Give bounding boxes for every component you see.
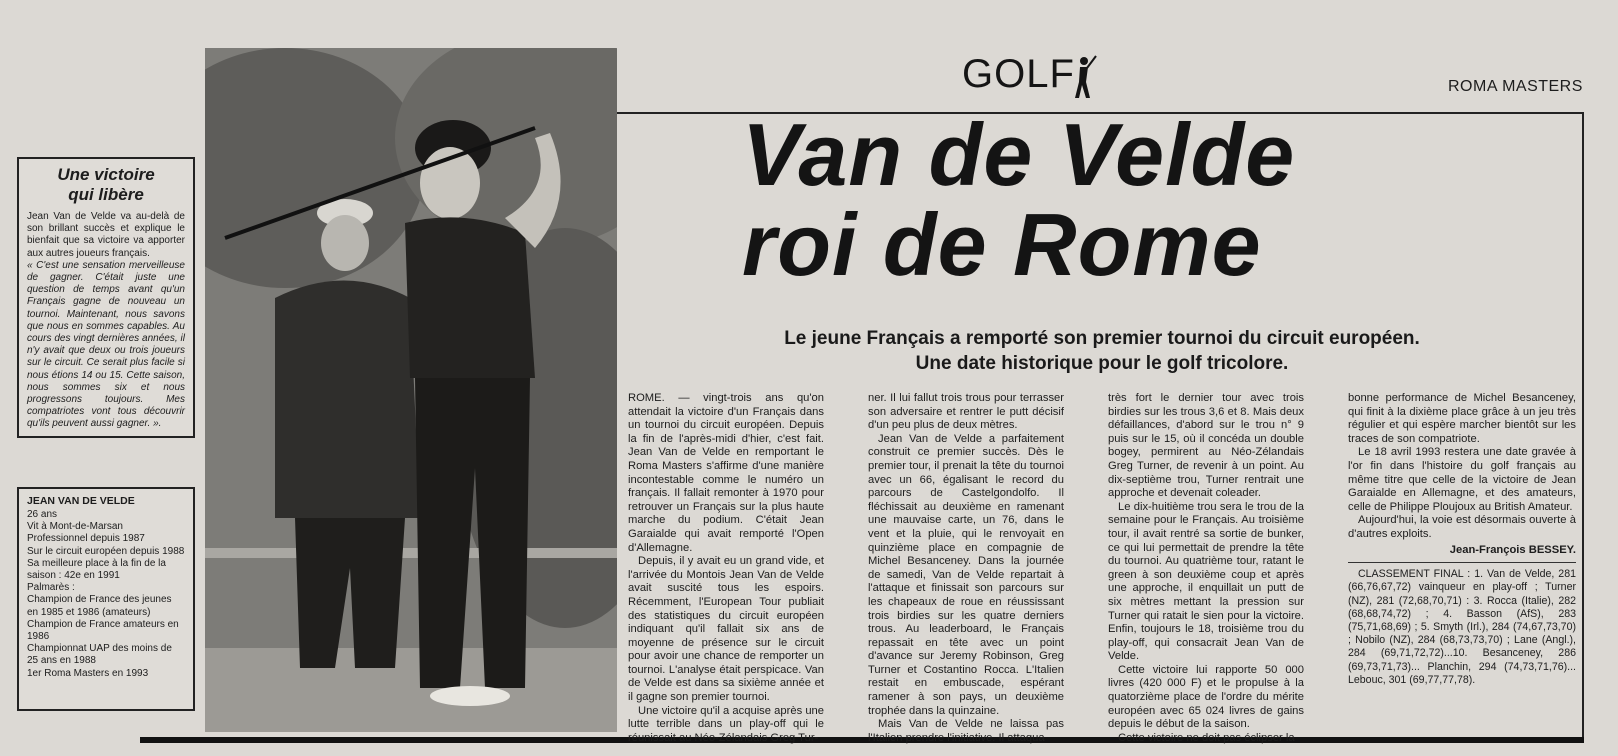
- golfer-photo: [205, 48, 617, 732]
- divider: [1348, 562, 1576, 563]
- article-paragraph: Mais Van de Velde ne laissa pas l'Italien prendre l'initiative. Il attaqua: [868, 718, 1064, 744]
- results-table: CLASSEMENT FINAL : 1. Van de Velde, 281 (66,76,67,72) vainqueur en play-off ; Turner (NZ), 281 (72,68,70,71) : 3. Rocca (Italie), 282 (68,68,74,72) ; 4. Basson (AfS), 283 (75,71,68,69) ; 5. Smyth (Irl.), 284 (74,67,73,70) ; Nobilo (NZ), 284 (68,73,73,70) ; Lane (Angl.), 284 (69,71,72,72)...10. Besanceney, 286 (69,73,71,73)... Planchin, 294 (74,73,71,76)... Lebouc, 301 (69,77,77,78).: [1348, 568, 1576, 686]
- sidebar-title-line2: qui libère: [68, 185, 144, 204]
- subheadline-line2: Une date historique pour le golf tricolore.: [915, 353, 1289, 374]
- article-column-3: [1108, 392, 1304, 745]
- frame-rule-right: [1582, 112, 1584, 738]
- bio-line: Professionnel depuis 1987: [27, 533, 145, 545]
- author-signature: Jean-François BESSEY.: [1449, 543, 1576, 556]
- bio-line: Palmarès :: [27, 582, 75, 594]
- headline: [742, 105, 1582, 294]
- article-paragraph: Depuis, il y avait eu un grand vide, et l'arrivée du Montois Jean Van de Velde avait suscité tous les espoirs. Récemment, l'European Tour publiait des statistiques du circuit européen indiquant qu'il fallait six ans de moyenne de présence sur le circuit pour avoir une chance de remporter un tournoi. L'analyse était perspicace. Van de Velde est dans sa sixième année et il gagne son premier tournoi.: [628, 555, 824, 704]
- bio-line: Vit à Mont-de-Marsan: [27, 521, 123, 533]
- article-column-2: [868, 392, 1064, 745]
- article-paragraph: Aujourd'hui, la voie est désormais ouverte à d'autres exploits.: [1348, 514, 1576, 540]
- bio-line: Champion de France amateurs en 1986: [27, 618, 179, 643]
- sidebar-box-bio: [17, 487, 195, 711]
- section-logo: GOLF: [962, 52, 1075, 96]
- article-paragraph: bonne performance de Michel Besanceney, qui finit à la dixième place grâce à un jeu très régulier et qui espère marcher bientôt sur les traces de son compatriote.: [1348, 392, 1576, 445]
- article-paragraph: Une victoire qu'il a acquise après une lutte terrible dans un play-off qui le réunissait au Néo-Zélandais Greg Tur-: [628, 704, 824, 744]
- subheadline-line1: Le jeune Français a remporté son premier tournoi du circuit européen.: [784, 328, 1420, 349]
- bio-line: Sa meilleure place à la fin de la saison : 42e en 1991: [27, 557, 166, 582]
- sidebar-title: [27, 165, 185, 205]
- section-label: ROMA MASTERS: [1448, 78, 1583, 95]
- article-column-1: [628, 392, 824, 745]
- bio-line: 1er Roma Masters en 1993: [27, 667, 149, 679]
- bio-name: JEAN VAN DE VELDE: [27, 495, 135, 507]
- subheadline: [628, 326, 1576, 376]
- bio-line: 26 ans: [27, 509, 58, 520]
- article-column-4: [1348, 392, 1576, 687]
- article-paragraph: ROME. — vingt-trois ans qu'on attendait la victoire d'un Français dans un tournoi du circuit européen. Depuis la fin de l'après-midi d'hier, c'est fait. Jean Van de Velde en remportant le Roma Masters s'affirme d'une manière incontestable comme le numéro un français. Il fallait remonter à 1970 pour retrouver un Français sur la plus haute marche du podium. C'était Jean Garaialde qui avait remporté l'Open d'Allemagne.: [628, 392, 824, 554]
- article-paragraph: Cette victoire lui rapporte 50 000 livres (420 000 F) et le propulse à la quatorzième place de l'ordre du mérite européen avec 65 024 livres de gains depuis le début de la saison.: [1108, 663, 1304, 731]
- sidebar-intro: Jean Van de Velde va au-delà de son brillant succès et explique le bienfait que sa victoire va apporter aux autres joueurs français.: [27, 211, 185, 259]
- bio-line: Champion de France des jeunes en 1985 et 1986 (amateurs): [27, 594, 172, 618]
- article-paragraph: Le 18 avril 1993 restera une date gravée à l'or fin dans l'histoire du golf français au même titre que celle de la victoire de Jean Garaialde en Allemagne, et des amateurs, celle de Philippe Ploujoux au British Amateur.: [1348, 446, 1576, 513]
- sidebar-box-victoire: [17, 157, 195, 438]
- headline-line2: roi de Rome: [742, 195, 1262, 294]
- golfer-icon: [1070, 54, 1098, 105]
- article-paragraph: Jean Van de Velde a parfaitement construit ce premier succès. Dès le premier tour, il prenait la tête du tournoi avec un 66, égalisant le record du parcours de Castelgondolfo. Il fléchissait au deuxième en ramenant une mauvaise carte, un 76, dans le vent et la pluie, qui le renvoyait en quinzième place en compagnie de Michel Besanceney. Dans la journée de samedi, Van de Velde repartait à l'attaque et finissait son parcours sur les chapeaux de roue en réussissant trois birdies sur les quatre derniers trous. Au leaderboard, le Français repassait en tête avec un point d'avance sur Jeremy Robinson, Greg Turner et Costantino Rocca. L'Italien restait en embuscade, espérant ramener à son pays, un deuxième trophée dans la quinzaine.: [868, 432, 1064, 717]
- article-paragraph: Le dix-huitième trou sera le trou de la semaine pour le Français. Au troisième tour, il avait rentré sa sortie de bunker, ce qui lui permettait de prendre la tête du tournoi. Au quatrième tour, ratant le green à son deuxième coup et après une approche, il enquillait un putt de six mètres mettant la pression sur Turner qui ratait le sien pour la victoire. Enfin, toujours le 18, troisième trou du play-off, qui consacrait Jean Van de Velde.: [1108, 500, 1304, 663]
- article-paragraph: très fort le dernier tour avec trois birdies sur les trous 3,6 et 8. Mais deux défaillances, d'abord sur le trou n° 9 puis sur le 15, où il concéda un double bogey, permirent au Néo-Zélandais Greg Turner, de revenir à un point. Au dix-septième trou, Turner rentrait une approche et devenait coleader.: [1108, 392, 1304, 500]
- frame-rule-bottom: [140, 737, 1584, 743]
- sidebar-title-line1: Une victoire: [57, 165, 155, 184]
- headline-line1: Van de Velde: [742, 105, 1296, 204]
- sidebar-quote: « C'est une sensation merveilleuse de gagner. C'était juste une question de temps avant qu'un Français gagne de nouveau un tournoi. Maintenant, nous savons que nous en sommes capables. Au cours des vingt dernières années, il n'y avait que deux ou trois joueurs sur le circuit. Ce serait plus facile si nous étions 14 ou 15. Cette saison, nous sommes six et nous progressons toujours. Mes compatriotes vont tous découvrir qu'ils peuvent aussi gagner. ».: [27, 259, 185, 430]
- article-paragraph: ner. Il lui fallut trois trous pour terrasser son adversaire et rentrer le putt décisif d'un peu plus de deux mètres.: [868, 392, 1064, 432]
- article-paragraph: Cette victoire ne doit pas éclipser la: [1118, 731, 1295, 744]
- bio-line: Sur le circuit européen depuis 1988: [27, 545, 185, 557]
- bio-line: Championnat UAP des moins de 25 ans en 1988: [27, 643, 172, 667]
